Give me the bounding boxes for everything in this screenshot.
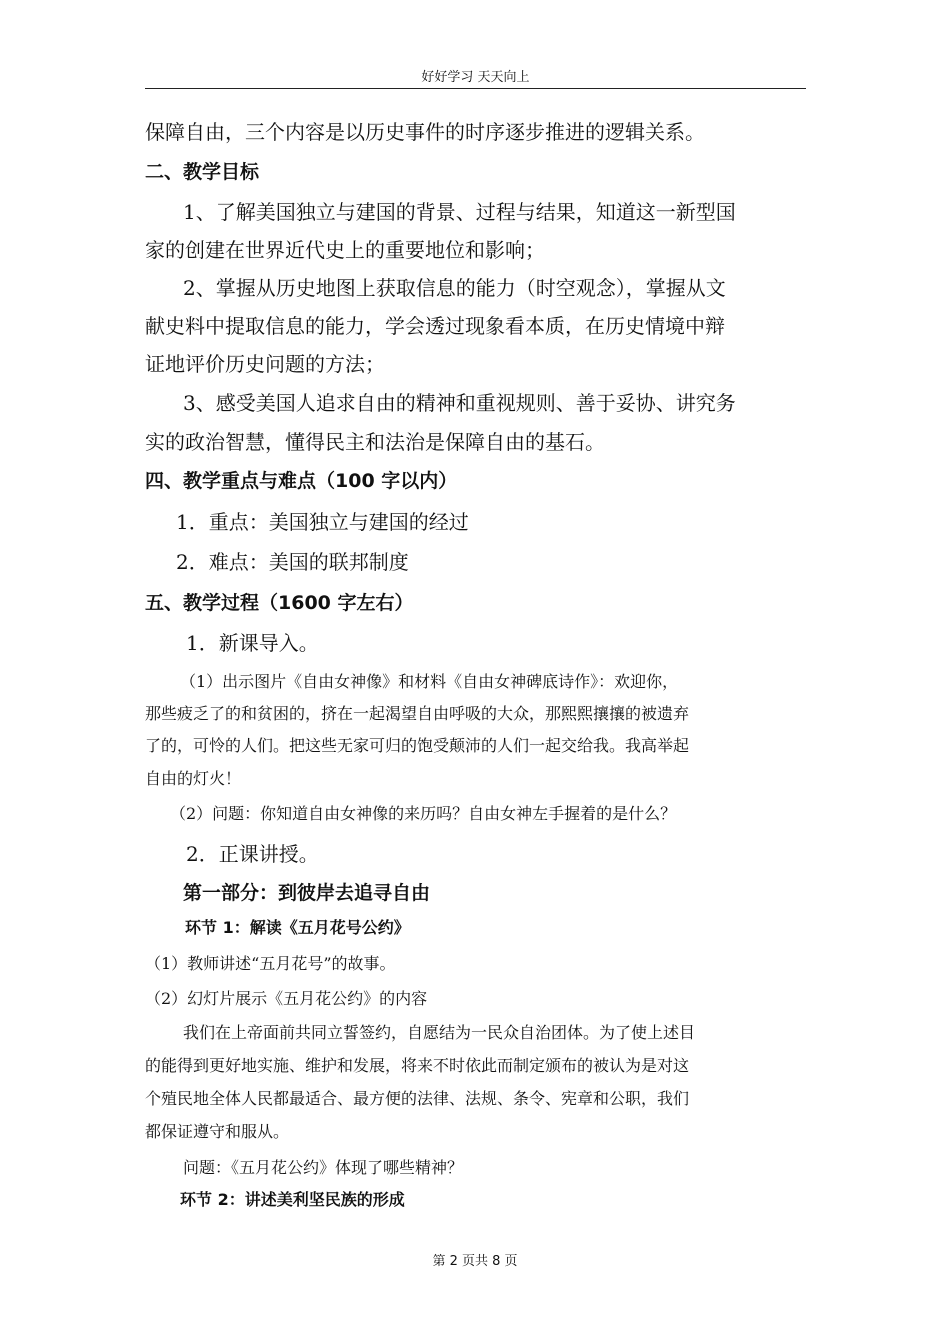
quote-line: 的能得到更好地实施、维护和发展，将来不时依此而制定颁布的被认为是对这: [145, 1056, 690, 1075]
header-divider: [145, 88, 806, 89]
body-line: 1．新课导入。: [186, 631, 319, 655]
subsection-heading: 环节 1：解读《五月花号公约》: [185, 918, 410, 937]
body-line: 问题：《五月花公约》体现了哪些精神？: [183, 1158, 464, 1177]
body-line: 自由的灯火！: [145, 769, 242, 788]
section-heading: 四、教学重点与难点（100 字以内）: [145, 470, 458, 492]
body-line: 证地评价历史问题的方法；: [145, 352, 385, 376]
body-line: 2．难点：美国的联邦制度: [176, 550, 409, 574]
quote-line: 我们在上帝面前共同立誓签约，自愿结为一民众自治团体。为了使上述目: [183, 1023, 696, 1042]
body-line: 1、了解美国独立与建国的背景、过程与结果，知道这一新型国: [183, 200, 736, 224]
body-line: 献史料中提取信息的能力，学会透过现象看本质，在历史情境中辩: [145, 314, 725, 338]
quote-line: 个殖民地全体人民都最适合、最方便的法律、法规、条令、宪章和公职，我们: [145, 1089, 690, 1108]
part-heading: 第一部分：到彼岸去追寻自由: [183, 882, 431, 904]
body-line: 那些疲乏了的和贫困的，挤在一起渴望自由呼吸的大众，那熙熙攘攘的被遗弃: [145, 704, 690, 723]
page-footer: 第 2 页共 8 页: [432, 1254, 518, 1269]
quote-line: 都保证遵守和服从。: [145, 1122, 290, 1141]
body-line: 1．重点：美国独立与建国的经过: [176, 510, 469, 534]
page-header: 好好学习 天天向上: [421, 70, 530, 85]
section-heading: 五、教学过程（1600 字左右）: [145, 592, 414, 614]
body-line: 家的创建在世界近代史上的重要地位和影响；: [145, 238, 545, 262]
body-line: （2）问题：你知道自由女神像的来历吗？自由女神左手握着的是什么？: [170, 804, 677, 823]
section-heading: 二、教学目标: [145, 161, 260, 183]
body-line: 了的，可怜的人们。把这些无家可归的饱受颠沛的人们一起交给我。我高举起: [145, 736, 690, 755]
body-line: 3、感受美国人追求自由的精神和重视规则、善于妥协、讲究务: [183, 391, 736, 415]
body-line: （2）幻灯片展示《五月花公约》的内容: [145, 989, 428, 1008]
body-line: （1）教师讲述“五月花号”的故事。: [145, 954, 396, 973]
body-line: （1）出示图片《自由女神像》和材料《自由女神碑底诗作》：欢迎你，: [180, 672, 679, 691]
body-line: 2、掌握从历史地图上获取信息的能力（时空观念），掌握从文: [183, 276, 726, 300]
body-line: 实的政治智慧，懂得民主和法治是保障自由的基石。: [145, 430, 605, 454]
body-line: 保障自由，三个内容是以历史事件的时序逐步推进的逻辑关系。: [145, 120, 705, 144]
body-line: 2．正课讲授。: [186, 842, 319, 866]
subsection-heading: 环节 2：讲述美利坚民族的形成: [180, 1190, 405, 1209]
